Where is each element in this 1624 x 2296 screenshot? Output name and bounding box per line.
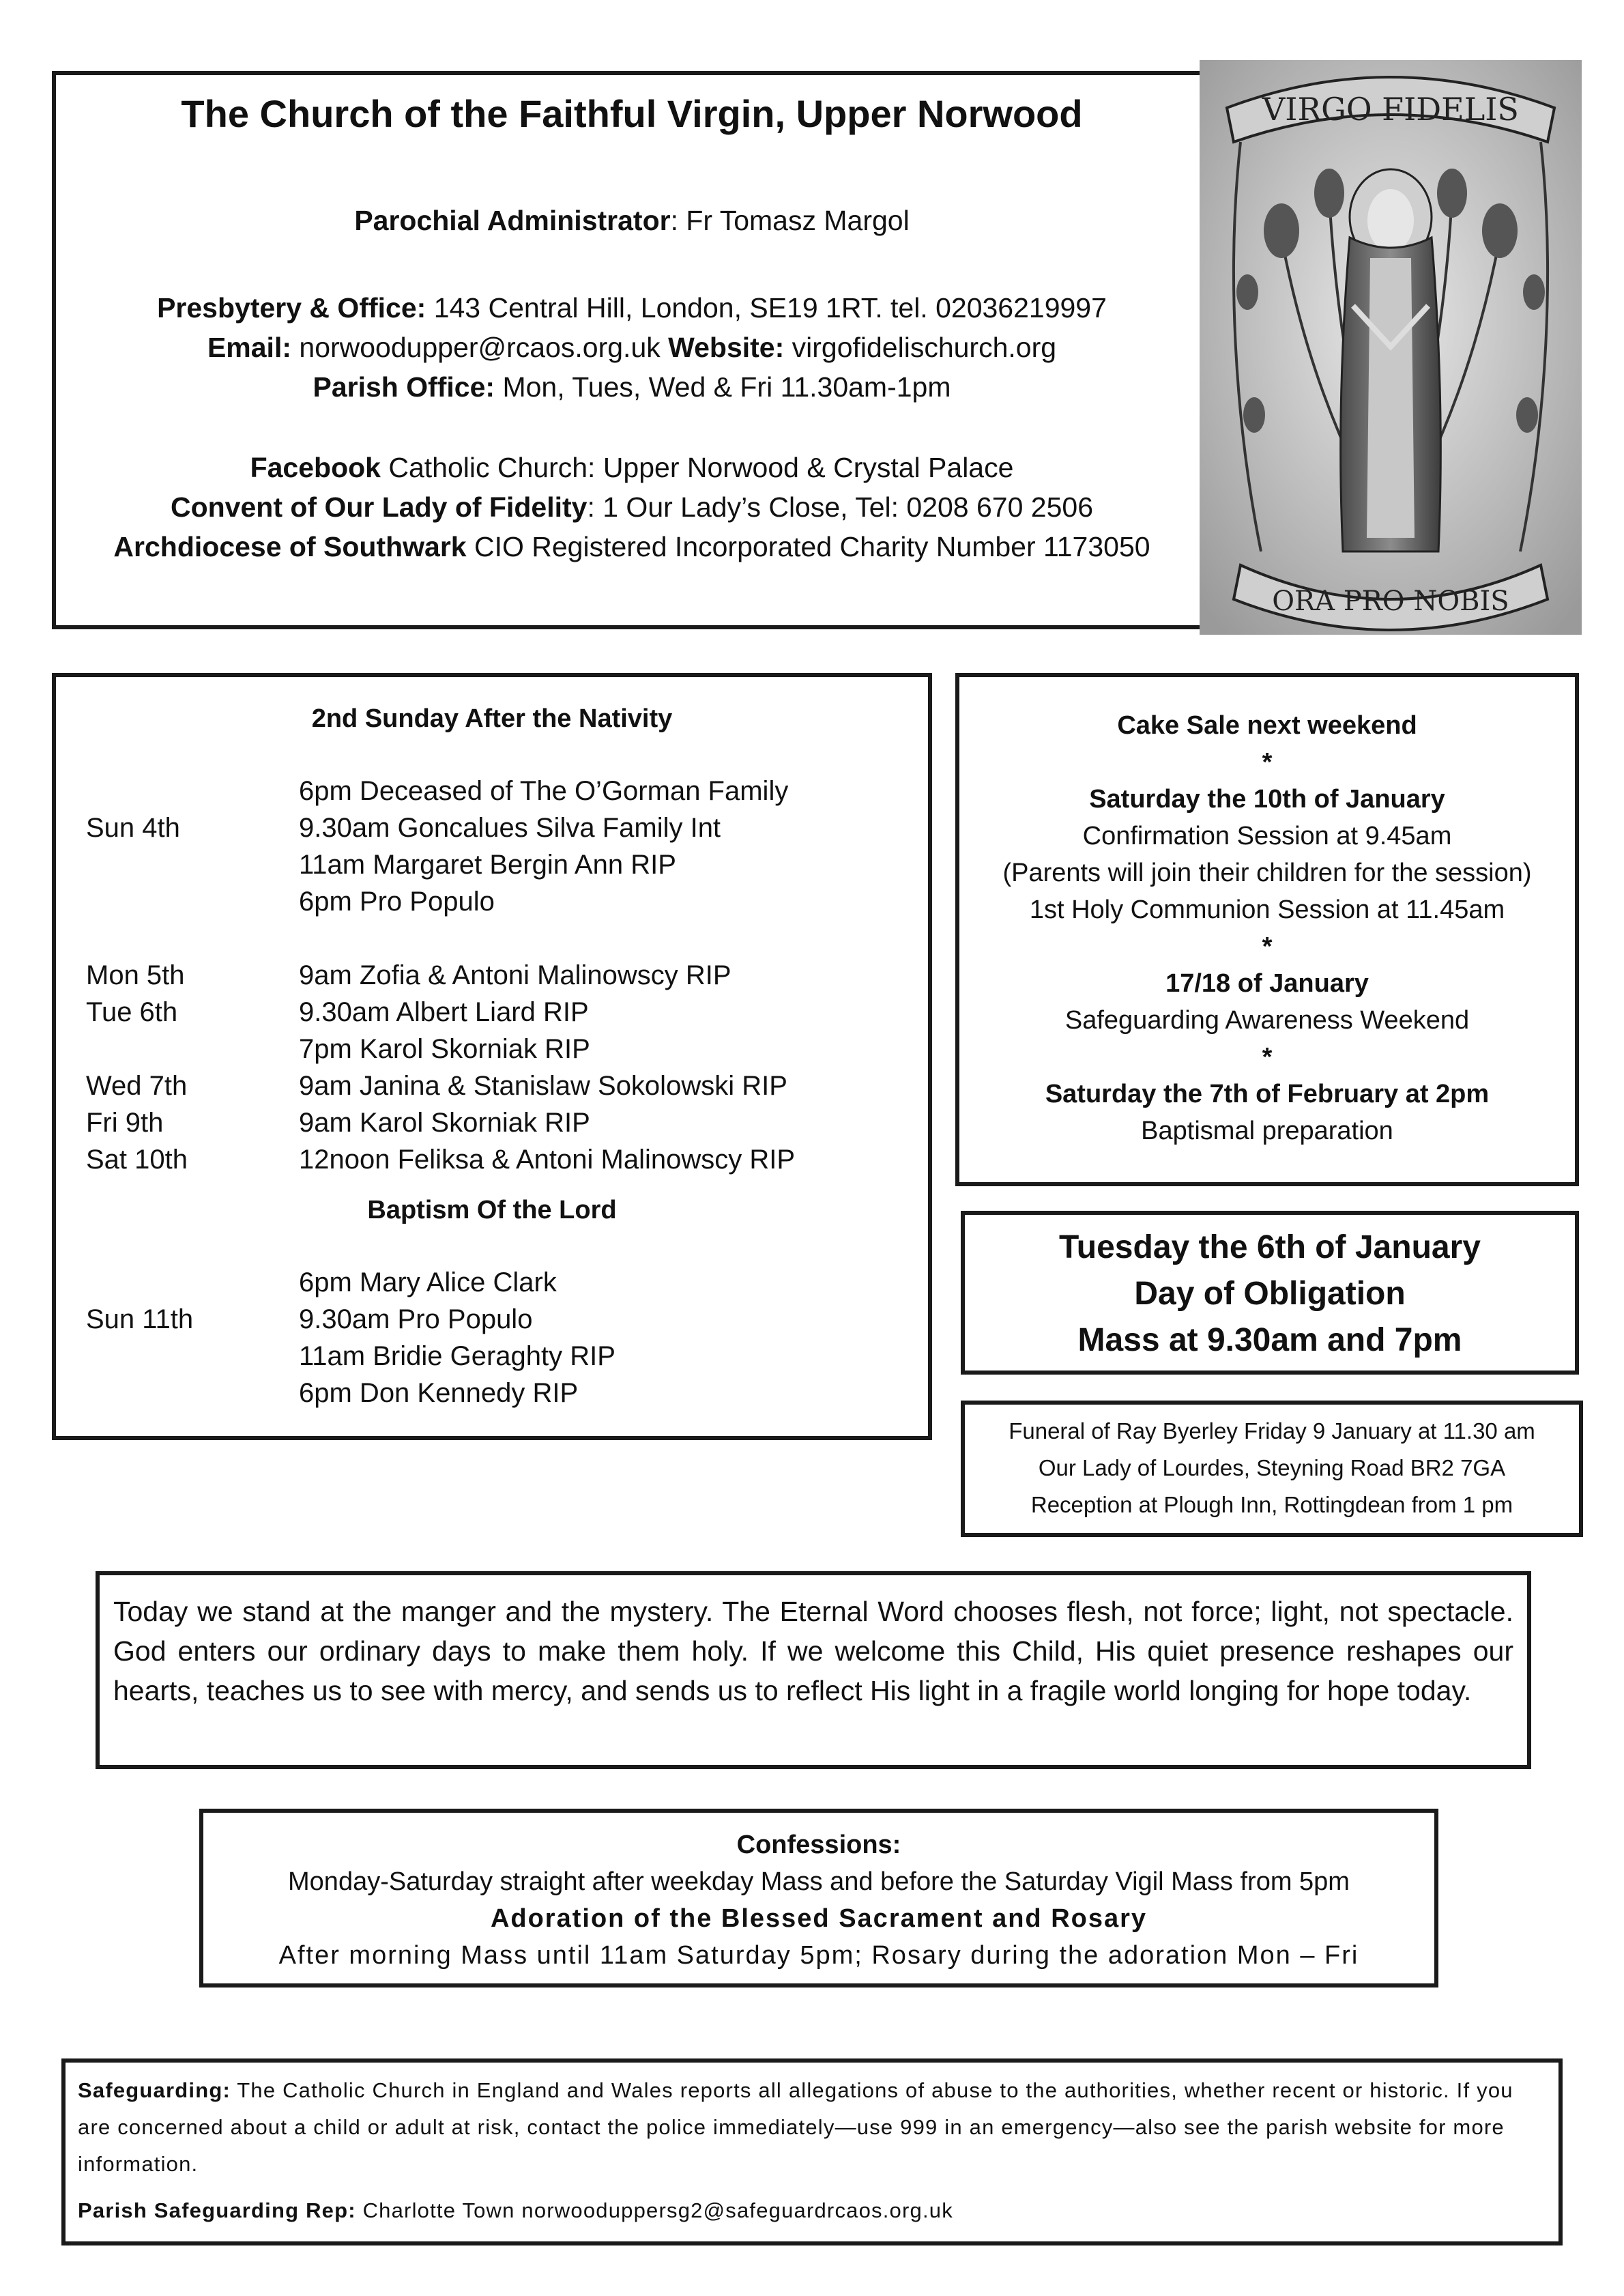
reflection-text: Today we stand at the manger and the mystery. The Eternal Word chooses flesh, not force; light, not spectacle. God enters our ordinary days to make them holy. If we welcome this Child, His quiet presence reshapes our hearts, teaches us to see with mercy, and sends us to reflect His light in a fragile world longing for hope today.	[113, 1596, 1513, 1706]
obligation-date: Tuesday the 6th of January	[1059, 1229, 1481, 1265]
schedule-day: Sun 4th	[86, 813, 180, 843]
office-line: Presbytery & Office: 143 Central Hill, London, SE19 1RT. tel. 02036219997	[157, 292, 1107, 324]
schedule-intention: 9am Janina & Stanislaw Sokolowski RIP	[299, 1071, 787, 1101]
schedule-day: Fri 9th	[86, 1108, 164, 1138]
event-line: Safeguarding Awareness Weekend	[1064, 1006, 1470, 1035]
event-line: 17/18 of January	[1165, 969, 1369, 998]
funeral-box	[961, 1401, 1583, 1537]
confessions-times: Monday-Saturday straight after weekday Mass and before the Saturday Vigil Mass from 5pm	[288, 1867, 1350, 1896]
event-line: Baptismal preparation	[1141, 1117, 1393, 1145]
adoration-heading: Adoration of the Blessed Sacrament and Rosary	[490, 1904, 1148, 1933]
safeguarding-rep: Parish Safeguarding Rep: Charlotte Town norwooduppersg2@safeguardrcaos.org.uk	[78, 2198, 953, 2222]
obligation-box	[961, 1211, 1579, 1375]
mass-schedule	[52, 673, 932, 1440]
confessions-heading: Confessions:	[736, 1831, 901, 1859]
obligation-times: Mass at 9.30am and 7pm	[1077, 1322, 1462, 1358]
schedule-day: Mon 5th	[86, 960, 185, 990]
schedule-day: Sun 11th	[86, 1304, 194, 1334]
schedule-intention: 6pm Pro Populo	[299, 887, 495, 917]
banner-bottom-text: ORA PRO NOBIS	[1272, 586, 1509, 617]
schedule-day: Wed 7th	[86, 1071, 188, 1101]
event-line: Saturday the 7th of February at 2pm	[1045, 1080, 1490, 1108]
adoration-times: After morning Mass until 11am Saturday 5pm; Rosary during the adoration Mon – Fri	[278, 1941, 1359, 1970]
safeguarding-box	[61, 2058, 1563, 2245]
funeral-line-1: Funeral of Ray Byerley Friday 9 January at 11.30 am	[1009, 1418, 1535, 1444]
schedule-intention: 6pm Don Kennedy RIP	[299, 1378, 579, 1408]
event-line: 1st Holy Communion Session at 11.45am	[1029, 895, 1505, 924]
event-line: *	[1262, 1043, 1273, 1072]
facebook-line: Facebook Catholic Church: Upper Norwood & Crystal Palace	[250, 452, 1014, 483]
office-hours-line: Parish Office: Mon, Tues, Wed & Fri 11.30am-1pm	[313, 371, 951, 403]
parish-header	[52, 71, 1212, 629]
schedule-day: Sat 10th	[86, 1145, 188, 1175]
schedule-intention: 11am Margaret Bergin Ann RIP	[299, 850, 676, 880]
administrator-line: Parochial Administrator: Fr Tomasz Margol	[354, 205, 910, 236]
convent-line: Convent of Our Lady of Fidelity: 1 Our Lady’s Close, Tel: 0208 670 2506	[170, 491, 1093, 523]
schedule-intention: 9.30am Goncalues Silva Family Int	[299, 813, 721, 843]
funeral-line-2: Our Lady of Lourdes, Steyning Road BR2 7GA	[1038, 1455, 1506, 1480]
banner-top-text: VIRGO FIDELIS	[1262, 91, 1519, 128]
event-line: Confirmation Session at 9.45am	[1082, 822, 1452, 850]
schedule-day: Tue 6th	[86, 997, 178, 1027]
church-title: The Church of the Faithful Virgin, Upper Norwood	[181, 92, 1083, 135]
funeral-line-3: Reception at Plough Inn, Rottingdean from 1 pm	[1030, 1492, 1513, 1517]
reflection-box	[96, 1571, 1531, 1769]
schedule-intention: 9.30am Albert Liard RIP	[299, 997, 589, 1027]
schedule-intention: 11am Bridie Geraghty RIP	[299, 1341, 615, 1371]
schedule-intention: 12noon Feliksa & Antoni Malinowscy RIP	[299, 1145, 796, 1175]
event-line: *	[1262, 748, 1273, 777]
event-line: (Parents will join their children for the session)	[1002, 859, 1532, 887]
archdiocese-line: Archdiocese of Southwark CIO Registered Incorporated Charity Number 1173050	[113, 531, 1150, 562]
schedule-heading-2: Baptism Of the Lord	[367, 1196, 617, 1224]
event-line: *	[1262, 932, 1273, 961]
schedule-intention: 9am Karol Skorniak RIP	[299, 1108, 590, 1138]
virgo-fidelis-image	[1200, 60, 1582, 635]
safeguarding-text: Safeguarding: The Catholic Church in England and Wales reports all allegations of abuse to the authorities, whether recent or historic. If you are concerned about a child or adult at risk, contact the police immediately—use 999 in an emergency—also see the parish website for more information.	[78, 2078, 1513, 2176]
schedule-intention: 6pm Deceased of The O’Gorman Family	[299, 776, 789, 806]
confessions-box	[199, 1809, 1438, 1988]
schedule-intention: 9am Zofia & Antoni Malinowscy RIP	[299, 960, 731, 990]
event-line: Cake Sale next weekend	[1117, 711, 1417, 740]
events-box	[955, 673, 1579, 1186]
schedule-intention: 6pm Mary Alice Clark	[299, 1267, 557, 1297]
email-line: Email: norwoodupper@rcaos.org.uk Website: virgofidelischurch.org	[207, 332, 1057, 363]
event-line: Saturday the 10th of January	[1089, 785, 1445, 814]
schedule-heading: 2nd Sunday After the Nativity	[311, 704, 673, 733]
obligation-title: Day of Obligation	[1134, 1276, 1406, 1312]
schedule-intention: 7pm Karol Skorniak RIP	[299, 1034, 590, 1064]
schedule-intention: 9.30am Pro Populo	[299, 1304, 533, 1334]
